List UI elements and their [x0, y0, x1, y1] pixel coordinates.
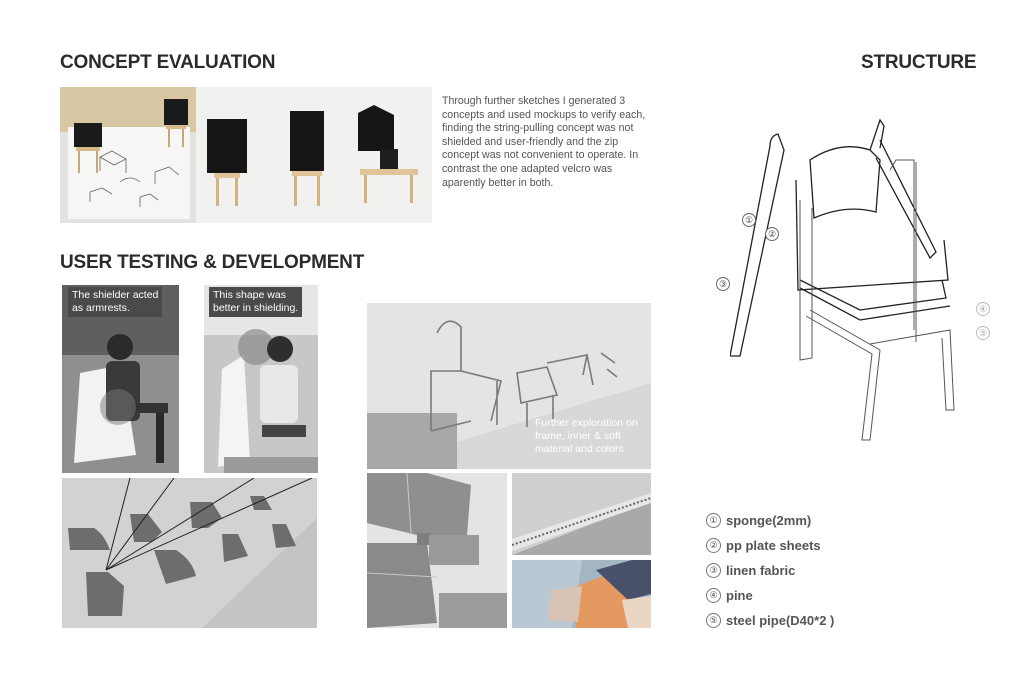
legend-item-steel-pipe: ⑤ steel pipe(D40*2 ) [706, 608, 834, 633]
structure-heading: STRUCTURE [861, 52, 977, 73]
armrest-shapes-photo [62, 478, 317, 628]
caption-shielding: This shape was better in shielding. [209, 287, 302, 317]
concept-description: Through further sketches I generated 3 concepts and used mockups to verify each, finding the string-pulling concept was not shielded and user-friendly and the zip concept was not convenient to operate. In contrast the one adapted velcro was aparently better in both. [442, 95, 646, 189]
pp-sheet-cutouts-photo [367, 473, 507, 628]
exploration-caption: Further exploration on frame, inner & soft material and colors [535, 417, 638, 455]
user-testing-heading: USER TESTING & DEVELOPMENT [60, 252, 365, 273]
velcro-detail-photo [512, 473, 651, 555]
callout-steel-pipe: ⑤ [976, 326, 990, 340]
legend-item-pp-plate: ② pp plate sheets [706, 533, 834, 558]
legend-item-sponge: ① sponge(2mm) [706, 508, 834, 533]
chair-structure-diagram [730, 110, 970, 460]
callout-pine: ④ [976, 302, 990, 316]
frame-exploration-photo [367, 303, 651, 469]
caption-armrests: The shielder acted as armrests. [68, 287, 162, 317]
color-swatches-photo [512, 560, 651, 628]
materials-legend [706, 508, 834, 633]
legend-item-pine: ④ pine [706, 583, 834, 608]
legend-item-linen: ③ linen fabric [706, 558, 834, 583]
callout-pp-plate: ② [765, 227, 779, 241]
concept-evaluation-heading: CONCEPT EVALUATION [60, 52, 276, 73]
callout-sponge: ① [742, 213, 756, 227]
callout-linen: ③ [716, 277, 730, 291]
concept-mockups-photo [60, 87, 432, 223]
